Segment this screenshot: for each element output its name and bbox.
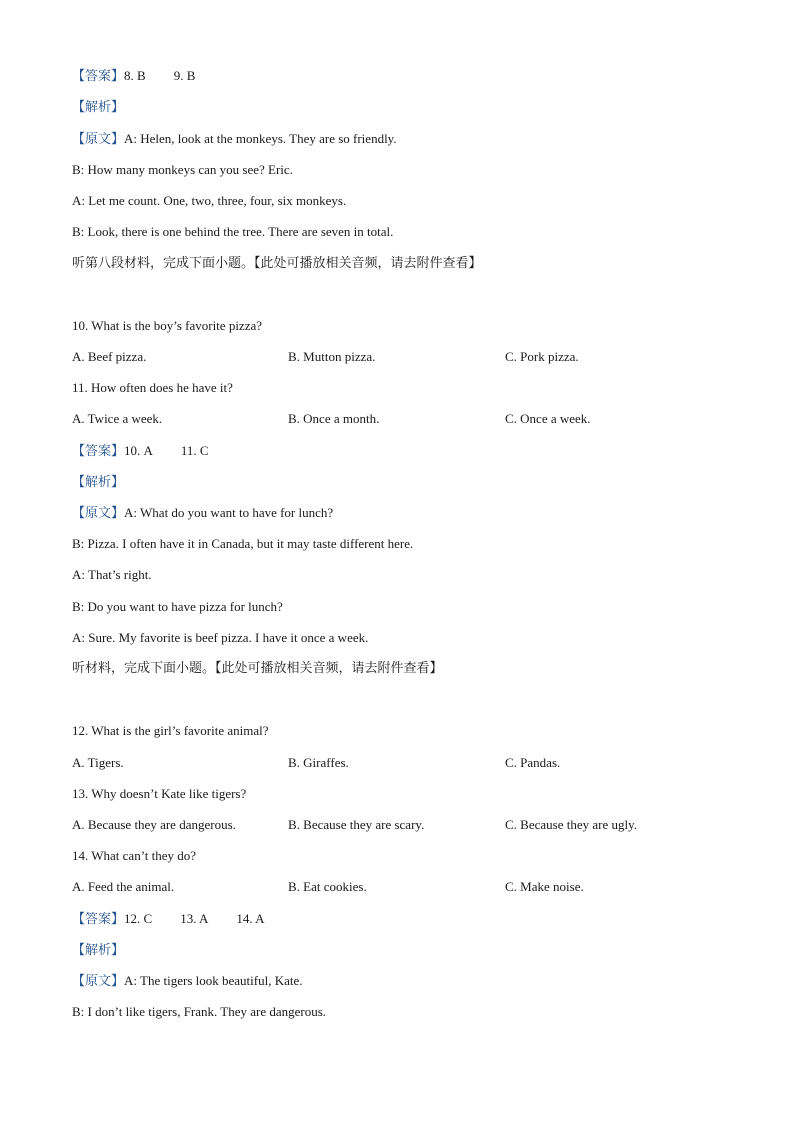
option-11-c: C. Once a week. (505, 411, 591, 426)
answer-14: 14. A (236, 911, 265, 926)
option-11-b: B. Once a month. (288, 411, 380, 426)
option-12-c: C. Pandas. (505, 755, 561, 770)
question-10: 10. What is the boy’s favorite pizza? (72, 318, 263, 333)
option-12-a: A. Tigers. (72, 755, 124, 770)
option-11-a: A. Twice a week. (72, 411, 163, 426)
answer-line-12-14 (72, 911, 265, 928)
answer-9: 9. B (173, 68, 196, 83)
transcript-line: B: How many monkeys can you see? Eric. (72, 162, 293, 177)
original-tag: 【原文】 (72, 132, 125, 147)
transcript-line: B: Pizza. I often have it in Canada, but it may taste different here. (72, 536, 414, 551)
transcript-line: 【原文】A: Helen, look at the monkeys. They are so friendly. (72, 131, 397, 147)
option-10-b: B. Mutton pizza. (288, 349, 376, 364)
option-14-a: A. Feed the animal. (72, 879, 175, 894)
transcript-line: A: That’s right. (72, 567, 152, 582)
original-tag: 【原文】 (72, 974, 125, 989)
transcript-line: B: Do you want to have pizza for lunch? (72, 599, 283, 614)
question-13: 13. Why doesn’t Kate like tigers? (72, 786, 247, 801)
section-instruction: 听第八段材料，完成下面小题。【此处可播放相关音频，请去附件查看】 (72, 256, 482, 271)
transcript-line: 【原文】A: What do you want to have for lunch? (72, 505, 334, 521)
option-10-c: C. Pork pizza. (505, 349, 579, 364)
analysis-heading: 【解析】 (72, 475, 125, 490)
section-instruction: 听材料，完成下面小题。【此处可播放相关音频，请去附件查看】 (72, 661, 443, 676)
option-13-a: A. Because they are dangerous. (72, 817, 236, 832)
transcript-line: A: Sure. My favorite is beef pizza. I have it once a week. (72, 630, 369, 645)
option-13-c: C. Because they are ugly. (505, 817, 637, 832)
answer-line-10-11 (72, 443, 209, 460)
transcript-line: A: Let me count. One, two, three, four, six monkeys. (72, 193, 347, 208)
transcript-line: 【原文】A: The tigers look beautiful, Kate. (72, 973, 303, 989)
answer-tag: 【答案】 (72, 444, 125, 459)
answer-12: 12. C (124, 911, 153, 926)
option-10-a: A. Beef pizza. (72, 349, 147, 364)
option-14-c: C. Make noise. (505, 879, 584, 894)
answer-tag: 【答案】 (72, 69, 125, 84)
option-13-b: B. Because they are scary. (288, 817, 425, 832)
original-tag: 【原文】 (72, 506, 125, 521)
transcript-line: B: I don’t like tigers, Frank. They are dangerous. (72, 1004, 327, 1019)
answer-10: 10. A (124, 443, 153, 458)
answer-tag: 【答案】 (72, 912, 125, 927)
transcript-line: B: Look, there is one behind the tree. There are seven in total. (72, 224, 394, 239)
question-11: 11. How often does he have it? (72, 380, 233, 395)
answer-13: 13. A (180, 911, 209, 926)
analysis-heading: 【解析】 (72, 943, 125, 958)
analysis-heading: 【解析】 (72, 100, 125, 115)
question-12: 12. What is the girl’s favorite animal? (72, 723, 269, 738)
question-14: 14. What can’t they do? (72, 848, 197, 863)
answer-8: 8. B (124, 68, 146, 83)
option-14-b: B. Eat cookies. (288, 879, 367, 894)
answer-line-8-9 (72, 68, 195, 85)
answer-11: 11. C (180, 443, 209, 458)
option-12-b: B. Giraffes. (288, 755, 349, 770)
